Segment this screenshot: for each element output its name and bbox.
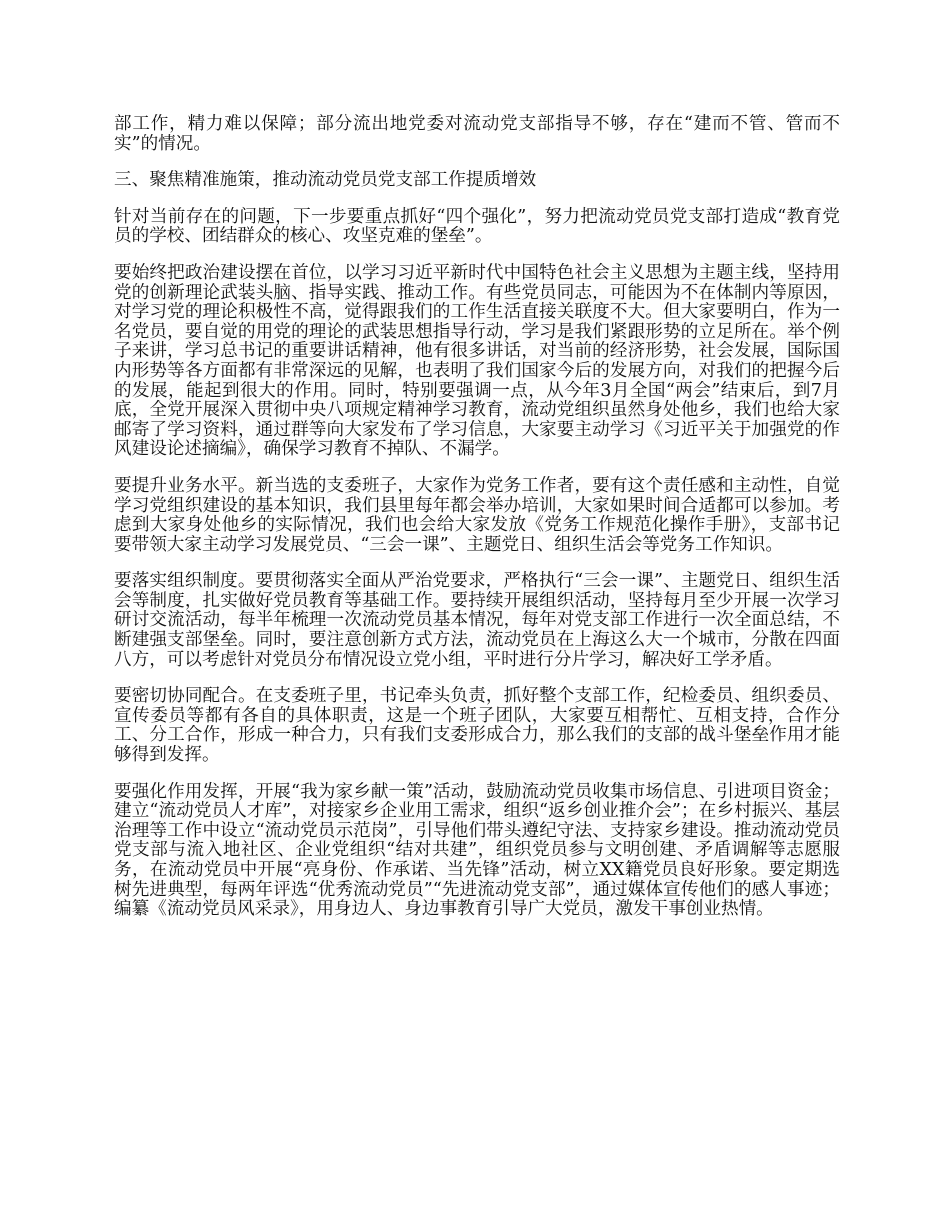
paragraph-coordination: 要密切协同配合。在支委班子里，书记牵头负责，抓好整个支部工作，纪检委员、组织委员、宣传委员等都有各自的具体职责，这是一个班子团队，大家要互相帮忙、互相支持，合作分工、分工合作，形成一种合力，只有我们支委形成合力，那么我们的支部的战斗堡垒作用才能够得到发挥。 bbox=[114, 686, 840, 766]
paragraph-business-level: 要提升业务水平。新当选的支委班子，大家作为党务工作者，要有这个责任感和主动性，自觉学习党组织建设的基本知识，我们县里每年都会举办培训，大家如果时间合适都可以参加。考虑到大家身处他乡的实际情况，我们也会给大家发放《党务工作规范化操作手册》，支部书记要带领大家主动学习发展党员、“三会一课”、主题党日、组织生活会等党务工作知识。 bbox=[114, 475, 840, 555]
paragraph-role-play: 要强化作用发挥，开展“我为家乡献一策”活动，鼓励流动党员收集市场信息、引进项目资金；建立“流动党员人才库”，对接家乡企业用工需求，组织“返乡创业推介会”；在乡村振兴、基层治理等工作中设立“流动党员示范岗”，引导他们带头遵纪守法、支持家乡建设。推动流动党员党支部与流入地社区、企业党组织“结对共建”，组织党员参与文明创建、矛盾调解等志愿服务，在流动党员中开展“亮身份、作承诺、当先锋”活动，树立XX籍党员良好形象。要定期选树先进典型，每两年评选“优秀流动党员”“先进流动党支部”，通过媒体宣传他们的感人事迹；编纂《流动党员风采录》，用身边人、身边事教育引导广大党员，激发干事创业热情。 bbox=[114, 781, 840, 920]
paragraph-continuation: 部工作，精力难以保障；部分流出地党委对流动党支部指导不够，存在“建而不管、管而不实”的情况。 bbox=[114, 114, 840, 154]
paragraph-political-building: 要始终把政治建设摆在首位，以学习习近平新时代中国特色社会主义思想为主题主线，坚持用党的创新理论武装头脑、指导实践、推动工作。有些党员同志，可能因为不在体制内等原因，对学习党的理论积极性不高，觉得跟我们的工作生活直接关联度不大。但大家要明白，作为一名党员，要自觉的用党的理论的武装思想指导行动，学习是我们紧跟形势的立足所在。举个例子来讲，学习总书记的重要讲话精神，他有很多讲话，对当前的经济形势，社会发展，国际国内形势等各方面都有非常深远的见解，也表明了我们国家今后的发展方向，对我们的把握今后的发展，能起到很大的作用。同时，特别要强调一点，从今年3月全国“两会”结束后，到7月底，全党开展深入贯彻中央八项规定精神学习教育，流动党组织虽然身处他乡，我们也给大家邮寄了学习资料，通过群等向大家发布了学习信息，大家要主动学习《习近平关于加强党的作风建设论述摘编》，确保学习教育不掉队、不漏学。 bbox=[114, 262, 840, 460]
document-page bbox=[114, 115, 840, 937]
paragraph-organization-system: 要落实组织制度。要贯彻落实全面从严治党要求，严格执行“三会一课”、主题党日、组织生活会等制度，扎实做好党员教育等基础工作。要持续开展组织活动，坚持每月至少开展一次学习研讨交流活动，每半年梳理一次流动党员基本情况，每年对党支部工作进行一次全面总结，不断建强支部堡垒。同时，要注意创新方式方法，流动党员在上海这么大一个城市，分散在四面八方，可以考虑针对党员分布情况设立党小组，平时进行分片学习，解决好工学矛盾。 bbox=[114, 571, 840, 670]
section-heading: 三、聚焦精准施策，推动流动党员党支部工作提质增效 bbox=[114, 170, 537, 191]
paragraph-intro: 针对当前存在的问题，下一步要重点抓好“四个强化”，努力把流动党员党支部打造成“教育党员的学校、团结群众的核心、攻坚克难的堡垒”。 bbox=[114, 206, 840, 247]
